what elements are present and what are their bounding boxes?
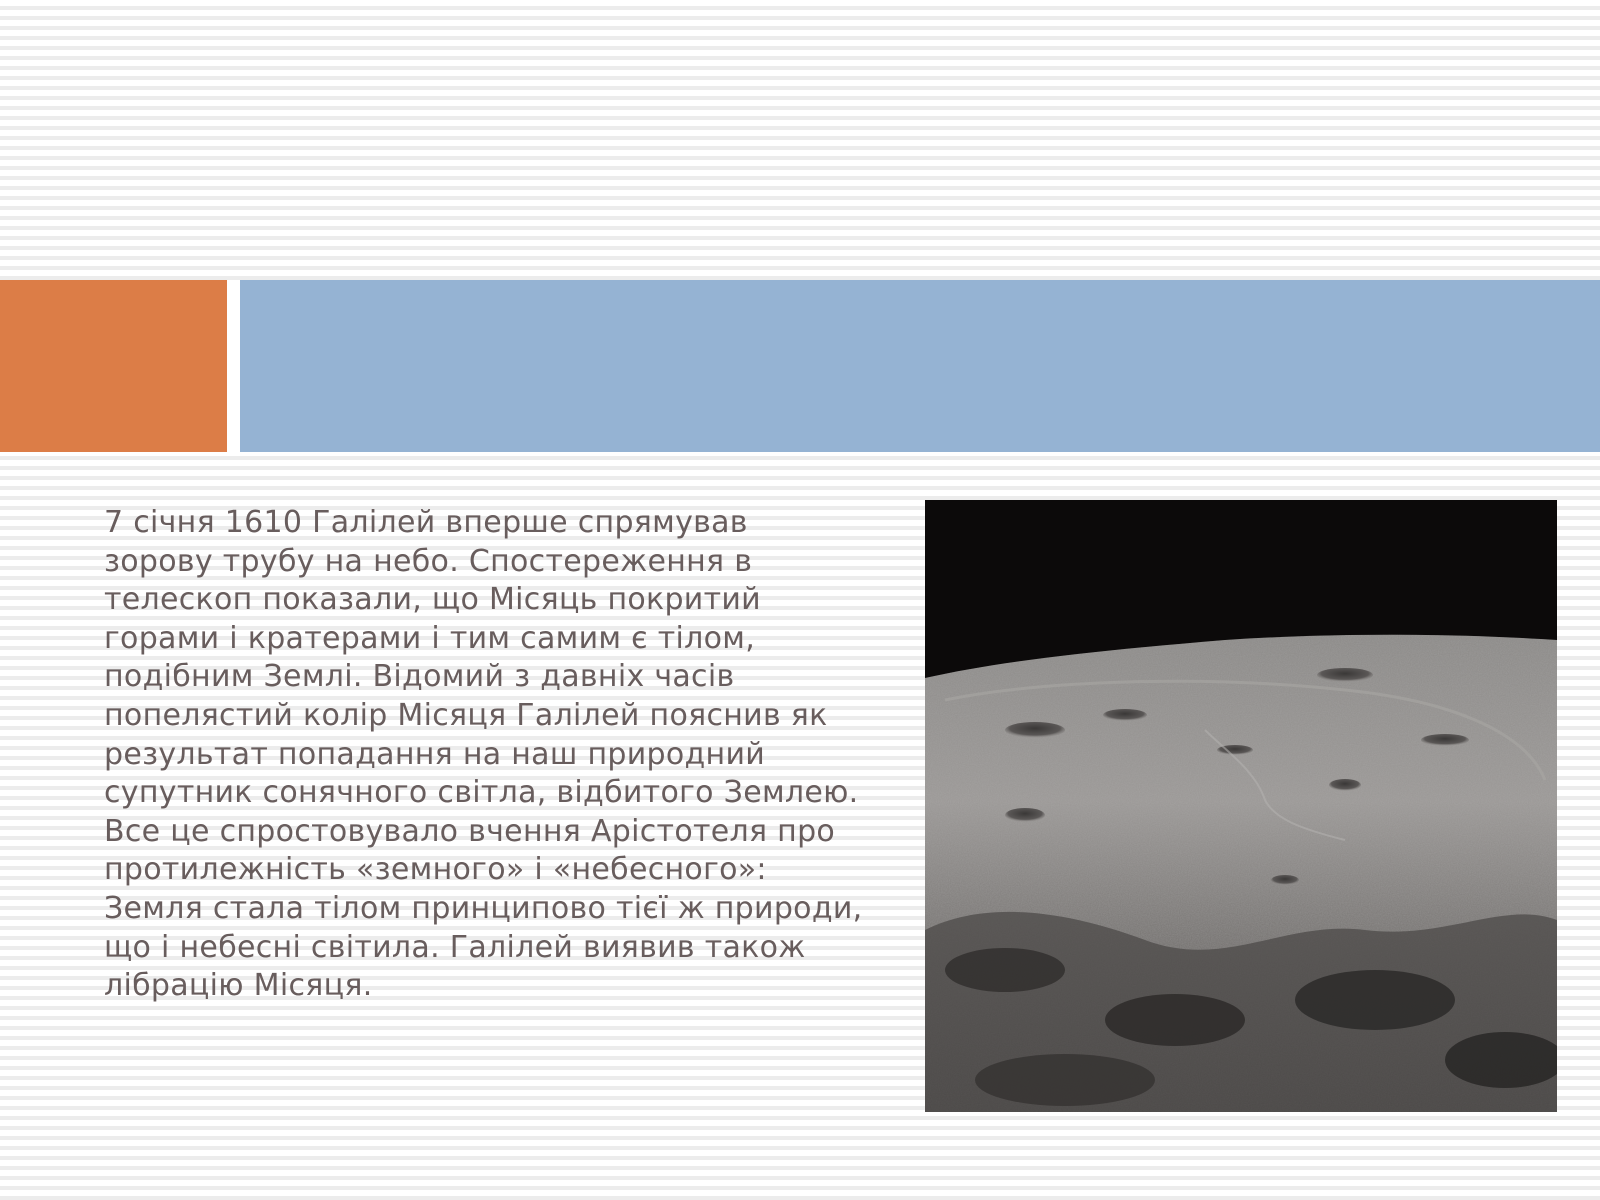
- accent-bar-divider: [227, 280, 240, 452]
- blue-title-bar: [240, 280, 1600, 452]
- moon-surface-photo: [925, 500, 1557, 1112]
- body-text: 7 січня 1610 Галілей вперше спрямував зорову трубу на небо. Спостереження в телескоп показали, що Місяць покритий горами і кратерами і тим самим є тілом, подібним Землі. Відомий з давніх часів попелястий колір Місяця Галілей пояснив як результат попадання на наш природний супутник сонячного світла, відбитого Землею. Все це спростовувало вчення Арістотеля про протилежність «земного» і «небесного»: Земля стала тілом принципово тієї ж природи, що і небесні світила. Галілей виявив також лібрацію Місяця.: [104, 505, 863, 1004]
- orange-accent-bar: [0, 280, 227, 452]
